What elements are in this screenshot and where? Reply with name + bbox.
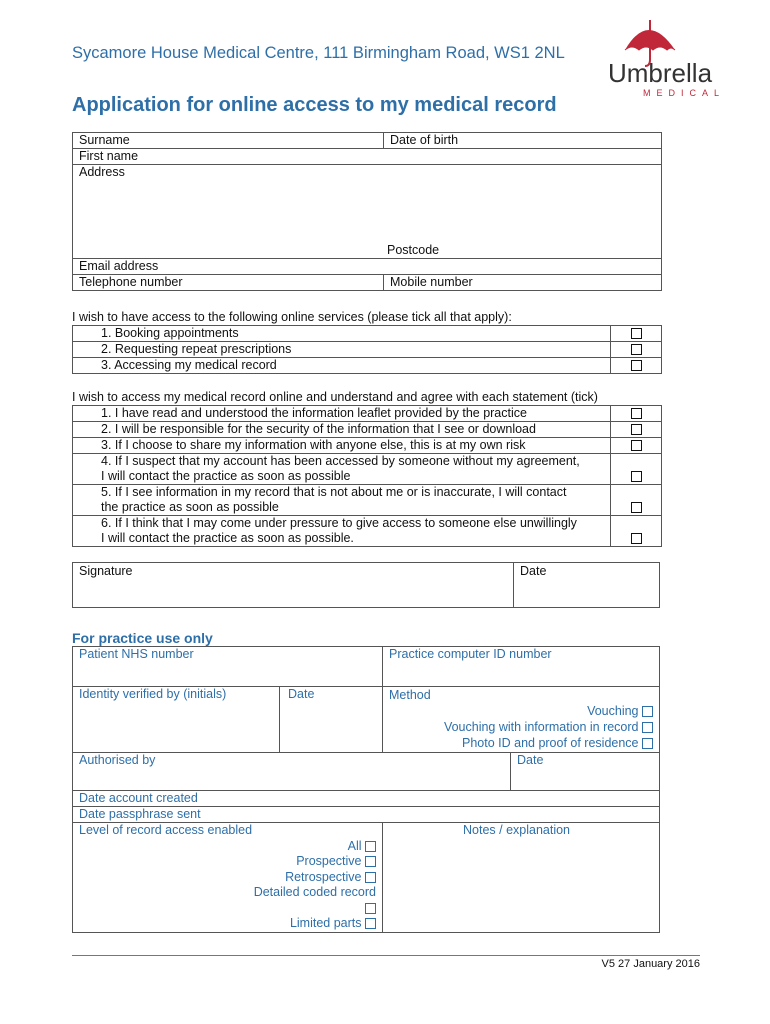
- list-item: [73, 326, 662, 342]
- method-label: Method: [389, 688, 431, 702]
- page-title: Application for online access to my medical record: [72, 94, 557, 116]
- logo-wordmark: Umbrella: [608, 58, 713, 88]
- statement-checkbox[interactable]: [611, 516, 662, 547]
- surname-label: Surname: [79, 133, 130, 147]
- practice-address: Sycamore House Medical Centre, 111 Birmingham Road, WS1 2NL: [72, 44, 565, 62]
- statement-checkbox[interactable]: [611, 485, 662, 516]
- level-option-label: Retrospective: [285, 869, 362, 884]
- checkbox-icon: [642, 738, 653, 749]
- notes-label: Notes / explanation: [463, 823, 571, 837]
- method-option-label: Photo ID and proof of residence: [462, 736, 639, 750]
- first-name-field[interactable]: [73, 149, 662, 165]
- notes-field[interactable]: [383, 823, 660, 933]
- nhs-number-label: Patient NHS number: [79, 647, 194, 661]
- checkbox-icon: [631, 440, 642, 451]
- list-item: [73, 516, 662, 547]
- level-option-detailed[interactable]: [79, 885, 376, 916]
- email-label: Email address: [79, 259, 159, 273]
- umbrella-icon: [605, 12, 755, 102]
- authorised-date-label: Date: [517, 753, 544, 767]
- checkbox-icon: [631, 408, 642, 419]
- signature-date-field[interactable]: [514, 563, 660, 608]
- checkbox-icon: [365, 841, 376, 852]
- computer-id-label: Practice computer ID number: [389, 647, 552, 661]
- list-item: [73, 342, 662, 358]
- list-item: [73, 406, 662, 422]
- service-checkbox[interactable]: [611, 358, 662, 374]
- service-label: 2. Requesting repeat prescriptions: [73, 342, 611, 358]
- method-option-vouching[interactable]: [389, 703, 653, 719]
- service-checkbox[interactable]: [611, 342, 662, 358]
- list-item: [73, 422, 662, 438]
- statement-text: 6. If I think that I may come under pressure to give access to someone else unwillingly I will contact the practice as soon as possible.: [73, 516, 611, 547]
- identity-field[interactable]: [73, 687, 280, 753]
- services-intro: I wish to have access to the following online services (please tick all that apply):: [72, 310, 512, 324]
- statements-list: [72, 405, 662, 547]
- checkbox-icon: [642, 722, 653, 733]
- statement-text: 2. I will be responsible for the security of the information that I see or download: [73, 422, 611, 438]
- service-label: 1. Booking appointments: [73, 326, 611, 342]
- surname-field[interactable]: [73, 133, 384, 149]
- first-name-label: First name: [79, 149, 139, 163]
- dob-label: Date of birth: [390, 133, 459, 147]
- checkbox-icon: [365, 903, 376, 914]
- computer-id-field[interactable]: [383, 647, 660, 687]
- service-checkbox[interactable]: [611, 326, 662, 342]
- passphrase-label: Date passphrase sent: [79, 807, 201, 821]
- method-field: [383, 687, 660, 753]
- statements-intro: I wish to access my medical record online and understand and agree with each statement (tick): [72, 390, 598, 404]
- statement-text: 4. If I suspect that my account has been accessed by someone without my agreement, I will contact the practice as soon as possible: [73, 454, 611, 485]
- service-label: 3. Accessing my medical record: [73, 358, 611, 374]
- services-list: [72, 325, 662, 374]
- identity-label: Identity verified by (initials): [79, 687, 227, 701]
- level-option-label: All: [347, 838, 362, 853]
- checkbox-icon: [365, 856, 376, 867]
- checkbox-icon: [631, 471, 642, 482]
- method-option-photo-id[interactable]: [389, 735, 653, 751]
- checkbox-icon: [365, 872, 376, 883]
- footer-divider: [72, 955, 700, 956]
- level-option-limited[interactable]: [79, 916, 376, 932]
- level-option-label: Limited parts: [289, 916, 362, 930]
- level-option-retrospective[interactable]: [79, 870, 376, 886]
- mobile-label: Mobile number: [390, 275, 473, 289]
- identity-date-field[interactable]: [280, 687, 383, 753]
- list-item: [73, 485, 662, 516]
- account-created-label: Date account created: [79, 791, 198, 805]
- telephone-label: Telephone number: [79, 275, 183, 289]
- checkbox-icon: [631, 424, 642, 435]
- version-label: V5 27 January 2016: [601, 958, 700, 970]
- access-level-label: Level of record access enabled: [79, 823, 253, 837]
- signature-table: [72, 562, 660, 608]
- postcode-label: Postcode: [387, 243, 440, 257]
- umbrella-medical-logo: [605, 12, 755, 102]
- telephone-field[interactable]: [73, 275, 384, 291]
- authorised-label: Authorised by: [79, 753, 156, 767]
- statement-text: 3. If I choose to share my information with anyone else, this is at my own risk: [73, 438, 611, 454]
- level-option-label: Detailed coded record: [253, 885, 376, 899]
- authorised-field[interactable]: [73, 753, 511, 791]
- nhs-number-field[interactable]: [73, 647, 383, 687]
- dob-field[interactable]: [384, 133, 662, 149]
- statement-checkbox[interactable]: [611, 422, 662, 438]
- access-level-field: [73, 823, 383, 933]
- address-label: Address: [79, 165, 125, 179]
- level-option-prospective[interactable]: [79, 854, 376, 870]
- checkbox-icon: [631, 344, 642, 355]
- checkbox-icon: [631, 328, 642, 339]
- statement-checkbox[interactable]: [611, 454, 662, 485]
- method-option-label: Vouching: [587, 704, 639, 718]
- list-item: [73, 358, 662, 374]
- email-field[interactable]: [73, 259, 662, 275]
- level-option-label: Prospective: [296, 854, 362, 868]
- checkbox-icon: [642, 706, 653, 717]
- statement-text: 5. If I see information in my record that is not about me or is inaccurate, I will contact the practice as soon as possible: [73, 485, 611, 516]
- signature-field[interactable]: [73, 563, 514, 608]
- list-item: [73, 438, 662, 454]
- checkbox-icon: [631, 533, 642, 544]
- level-option-all[interactable]: [79, 839, 376, 855]
- personal-details-table: [72, 132, 662, 291]
- method-option-vouching-info[interactable]: [389, 719, 653, 735]
- signature-label: Signature: [79, 564, 133, 578]
- mobile-field[interactable]: [384, 275, 662, 291]
- checkbox-icon: [631, 360, 642, 371]
- practice-table: [72, 646, 660, 933]
- signature-date-label: Date: [520, 564, 547, 578]
- passphrase-field[interactable]: [73, 807, 660, 823]
- list-item: [73, 454, 662, 485]
- checkbox-icon: [365, 918, 376, 929]
- checkbox-icon: [631, 502, 642, 513]
- statement-text: 1. I have read and understood the information leaflet provided by the practice: [73, 406, 611, 422]
- logo-subtitle: MEDICAL: [643, 88, 726, 98]
- address-field[interactable]: [73, 165, 662, 259]
- statement-checkbox[interactable]: [611, 438, 662, 454]
- identity-date-label: Date: [288, 687, 315, 701]
- method-option-label: Vouching with information in record: [443, 720, 639, 734]
- account-created-field[interactable]: [73, 791, 660, 807]
- practice-use-title: For practice use only: [72, 630, 213, 646]
- authorised-date-field[interactable]: [511, 753, 660, 791]
- statement-checkbox[interactable]: [611, 406, 662, 422]
